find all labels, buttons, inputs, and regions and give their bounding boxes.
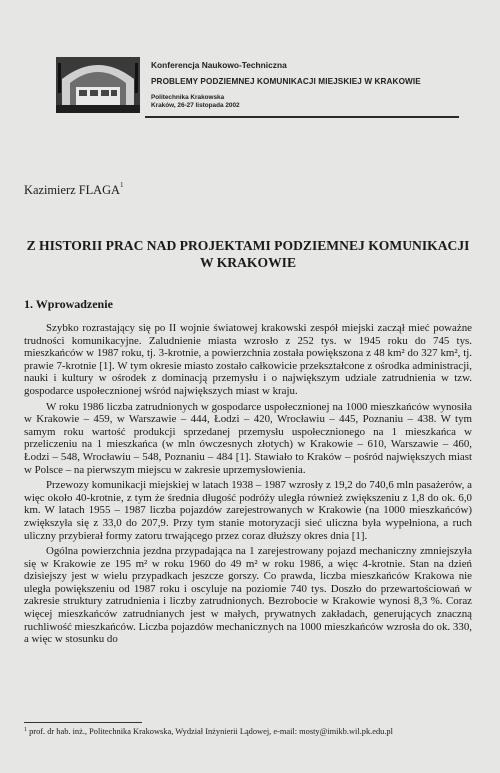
footnote <box>24 727 474 736</box>
footnote-divider <box>24 722 142 723</box>
conference-institution: Politechnika Krakowska <box>151 94 225 101</box>
conference-subject: PROBLEMY PODZIEMNEJ KOMUNIKACJI MIEJSKIEJ W KRAKOWIE <box>151 77 421 86</box>
paragraph: W roku 1986 liczba zatrudnionych w gospodarce uspołecznionej na 1000 mieszkańców wynosiła w Krakowie – 459, w Warszawie – 444, Łodzi – 420, Wrocławiu – 445, Poznaniu – 438. W tym samym roku wartość produkcji sprzedanej przemysłu uspołecznionego na 1 mieszkańca w przeliczeniu na 1 mieszkańca (w mln ówczesnych złotych) w Krakowie – 610, Warszawie – 460, Łodzi – 548, Wrocławiu – 548, Poznaniu – 484 [1]. Stawiało to Kraków – pośród największych miast w Polsce – na pierwszym miejscu w zakresie uprzemysłowienia. <box>24 400 472 476</box>
article-body <box>24 322 472 646</box>
conference-name: Konferencja Naukowo-Techniczna <box>151 60 287 70</box>
conference-place-date: Kraków, 26-27 listopada 2002 <box>151 102 240 109</box>
paragraph: Przewozy komunikacji miejskiej w latach 1938 – 1987 wzrosły z 19,2 do 740,6 mln pasażerów, a więc około 40-krotnie, z tym że średnia długość podróży uległa również zwiększeniu z 1,8 do ok. 6,0 km. W latach 1955 – 1987 liczba pojazdów zarejestrowanych w Krakowie (na 1000 mieszkańców) zwiększyła się z 33,0 do 207,9. Przy tym stanie motoryzacji sieć uliczna była wypełniona, a ruch uliczny przybierał formy zatoru trwającego przez coraz dłuższy okres dnia [1]. <box>24 479 472 542</box>
article-title: Z HISTORII PRAC NAD PROJEKTAMI PODZIEMNEJ KOMUNIKACJI W KRAKOWIE <box>26 238 470 270</box>
paragraph: Ogólna powierzchnia jezdna przypadająca na 1 zarejestrowany pojazd mechaniczny zmniejszyła się w Krakowie ze 195 m² w roku 1960 do 49 m² w roku 1986, a więc 4-krotnie. Stan na dzień dzisiejszy jest w wielu przypadkach jeszcze gorszy. Co prawda, liczba mieszkańców Krakowa nie uległa powiększeniu od 1987 roku i oscyluje na poziomie 740 tys. Doszło do przewartościowań w zakresie struktury zatrudnienia i liczby zatrudnionych. Bezrobocie w Krakowie wynosi 8,3 %. Coraz więcej mieszkańców zatrudnianych jest w małych, prywatnych zakładach, generujących znaczną ruchliwość mieszkańców. Liczba pojazdów mechanicznych na 1000 mieszkańców wzrosła do ok. 330, a więc w stosunku do <box>24 545 472 646</box>
paragraph: Szybko rozrastający się po II wojnie światowej krakowski zespół miejski zaczął mieć poważne trudności komunikacyjne. Zaludnienie miasta wzrosło z 252 tys. w 1945 roku do 745 tys. mieszkańców w 1987 roku, tj. 3-krotnie, a powierzchnia została powiększona z 48 km² do 327 km², tj. prawie 7-krotnie [1]. W tym okresie miasto zostało całkowicie przekształcone z ośrodka administracji, nauki i kultury w ośrodek z dominacją przemysłu i o największym udziale zatrudnienia w tzw. gospodarce uspołecznionej wśród największych miast w kraju. <box>24 322 472 397</box>
header-divider <box>145 116 459 118</box>
conference-logo-image <box>56 57 140 113</box>
author-footnote-mark: 1 <box>120 181 124 189</box>
author-line <box>24 183 124 198</box>
author-name: Kazimierz FLAGA <box>24 183 120 197</box>
footnote-text: prof. dr hab. inż., Politechnika Krakowska, Wydział Inżynierii Lądowej, e-mail: mosty@imikb.wil.pk.edu.pl <box>27 727 393 736</box>
conference-header <box>151 60 471 109</box>
section-heading: 1. Wprowadzenie <box>24 297 113 311</box>
footnote-mark: 1 <box>24 727 27 733</box>
